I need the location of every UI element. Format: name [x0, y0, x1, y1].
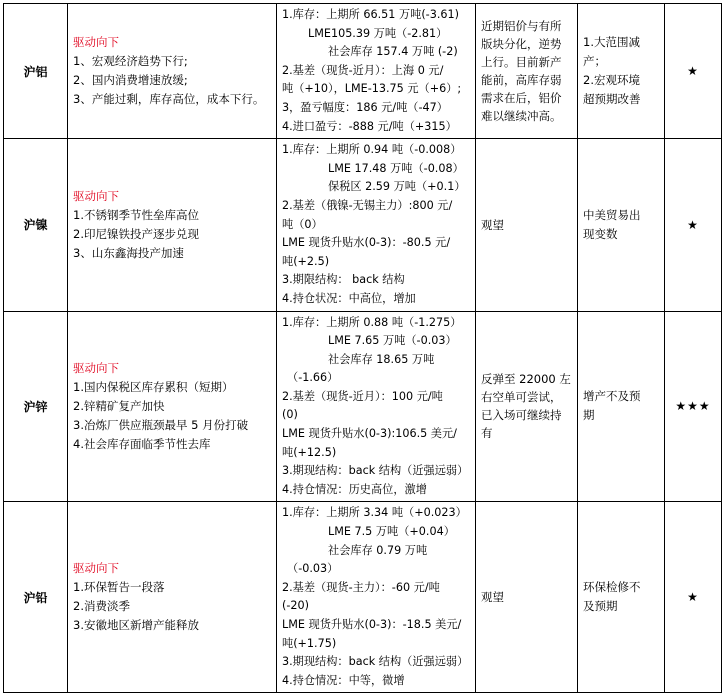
fundamental-line: LME 7.5 万吨（+0.04） — [328, 525, 455, 539]
rating-stars: ★ — [665, 4, 722, 139]
fundamental-line: 吨（+10），LME-13.75 元（+6）; — [282, 82, 462, 96]
fundamental-line: LME 现货升贴水(0-3):106.5 美元/ — [282, 427, 457, 441]
fundamental-line: 4.持仓情况：历史高位，激增 — [282, 482, 427, 496]
metal-name: 沪锌 — [4, 311, 68, 502]
view-cell — [476, 502, 578, 693]
fundamental-line: 1.库存：上期所 3.34 吨（+0.023） — [282, 506, 467, 520]
table-row — [4, 4, 722, 139]
view-line: 上行。目前新产 — [481, 55, 562, 70]
table-row — [4, 139, 722, 311]
driver-item: 2、国内消费增速放缓; — [73, 73, 188, 88]
risk-line: 2.宏观环境 — [583, 73, 640, 88]
driver-item: 2.锌精矿复产加快 — [73, 398, 165, 413]
fundamental-line: （-1.66） — [287, 371, 339, 385]
view-line: 能前，高库存弱 — [481, 73, 562, 88]
fundamental-line: 吨(+2.5) — [282, 254, 330, 268]
risk-line: 增产不及预 — [583, 389, 641, 404]
risk-cell — [578, 4, 665, 139]
fundamentals-cell — [277, 311, 476, 502]
metals-outlook-table — [3, 3, 722, 693]
fundamental-line: 3.期现结构：back 结构（近强远弱） — [282, 464, 469, 478]
fundamentals-cell — [277, 139, 476, 311]
fundamental-line: LME 现货升贴水(0-3)：-18.5 美元/ — [282, 618, 462, 631]
fundamental-line: 2.基差（现货-主力）：-60 元/吨 — [282, 580, 440, 594]
rating-stars: ★ — [665, 139, 722, 311]
fundamentals-cell — [277, 4, 476, 139]
metal-name: 沪铅 — [4, 502, 68, 693]
view-line: 近期铝价与有所 — [481, 19, 562, 34]
driver-item: 3.安徽地区新增产能释放 — [73, 618, 199, 633]
fundamental-line: 吨（0） — [282, 217, 323, 231]
risk-cell — [578, 139, 665, 311]
view-cell — [476, 139, 578, 311]
fundamental-line: LME 现货升贴水(0-3)：-80.5 元/ — [282, 236, 451, 250]
fundamental-line: 4.持仓情况：中等，微增 — [282, 673, 405, 687]
driver-item: 3、山东鑫海投产加速 — [73, 245, 184, 260]
drivers-cell — [68, 4, 277, 139]
fundamental-line: 4.进口盈亏：-888 元/吨（+315） — [282, 119, 457, 133]
fundamental-line: (-20) — [282, 599, 310, 613]
driver-item: 1.环保暂告一段落 — [73, 580, 165, 595]
fundamental-line: 3.期现结构：back 结构（近强远弱） — [282, 655, 469, 669]
fundamental-line: 4.持仓状况：中高位，增加 — [282, 291, 416, 305]
driver-item: 3、产能过剩，库存高位，成本下行。 — [73, 92, 265, 107]
fundamental-line: （-0.03） — [287, 562, 339, 576]
fundamental-line: LME 7.65 万吨（-0.03） — [328, 334, 457, 348]
fundamental-line: 社会库存 157.4 万吨 (-2) — [328, 45, 458, 59]
view-cell — [476, 311, 578, 502]
metal-name: 沪镍 — [4, 139, 68, 311]
risk-line: 现变数 — [583, 226, 618, 241]
rating-stars: ★ — [665, 502, 722, 693]
rating-stars: ★★★ — [665, 311, 722, 502]
driver-item: 1.不锈钢季节性垒库高位 — [73, 207, 199, 222]
fundamental-line: 社会库存 0.79 万吨 — [328, 543, 428, 557]
fundamental-line: LME105.39 万吨（-2.81） — [308, 26, 448, 40]
fundamental-line: LME 17.48 万吨（-0.08） — [328, 161, 464, 175]
drivers-cell — [68, 139, 277, 311]
risk-line: 超预期改善 — [583, 92, 641, 107]
fundamentals-cell — [277, 502, 476, 693]
driver-item: 2.消费淡季 — [73, 599, 130, 614]
risk-line: 产； — [583, 54, 606, 69]
fundamental-line: 1.库存：上期所 0.94 吨（-0.008） — [282, 143, 462, 157]
risk-line: 1.大范围减 — [583, 35, 640, 50]
fundamental-line: 保税区 2.59 万吨（+0.1） — [328, 180, 466, 194]
fundamental-line: 吨(+12.5) — [282, 445, 337, 459]
drivers-cell — [68, 502, 277, 693]
risk-line: 中美贸易出 — [583, 207, 641, 222]
fundamental-line: 2.基差（现货-近月）：100 元/吨 — [282, 389, 443, 403]
view-line: 已入场可继续持 — [481, 408, 562, 423]
table-row — [4, 502, 722, 693]
driver-heading: 驱动向下 — [73, 561, 119, 576]
view-cell — [476, 4, 578, 139]
driver-heading: 驱动向下 — [73, 360, 119, 375]
fundamental-line: 2.基差（俄镍-无锡主力）:800 元/ — [282, 198, 453, 212]
driver-heading: 驱动向下 — [73, 188, 119, 203]
view-line: 难以继续冲高。 — [481, 109, 562, 124]
fundamental-line: 1.库存：上期所 0.88 吨（-1.275） — [282, 315, 462, 329]
fundamental-line: (0) — [282, 408, 298, 422]
fundamental-line: 社会库存 18.65 万吨 — [328, 352, 435, 366]
view-line: 观望 — [481, 590, 504, 605]
risk-cell — [578, 502, 665, 693]
risk-line: 期 — [583, 408, 595, 423]
risk-cell — [578, 311, 665, 502]
driver-item: 1.国内保税区库存累积（短期） — [73, 379, 234, 394]
view-line: 有 — [481, 426, 493, 441]
driver-item: 3.冶炼厂供应瓶颈最早 5 月份打破 — [73, 417, 249, 432]
driver-item: 2.印尼镍铁投产逐步兑现 — [73, 226, 199, 241]
drivers-cell — [68, 311, 277, 502]
fundamental-line: 3.期限结构： back 结构 — [282, 273, 405, 287]
driver-item: 1、宏观经济趋势下行; — [73, 54, 188, 69]
metal-name: 沪铝 — [4, 4, 68, 139]
view-line: 右空单可尝试， — [481, 390, 562, 405]
view-line: 反弹至 22000 左 — [481, 372, 571, 387]
risk-line: 及预期 — [583, 599, 618, 614]
fundamental-line: 2.基差（现货-近月）：上海 0 元/ — [282, 63, 444, 77]
fundamental-line: 吨(+1.75) — [282, 636, 337, 650]
driver-heading: 驱动向下 — [73, 35, 119, 50]
fundamental-line: 3，盈亏幅度：186 元/吨（-47） — [282, 100, 448, 114]
fundamental-line: 1.库存：上期所 66.51 万吨(-3.61) — [282, 8, 459, 21]
view-line: 版块分化，逆势 — [481, 37, 562, 52]
risk-line: 环保检修不 — [583, 580, 641, 595]
driver-item: 4.社会库存面临季节性去库 — [73, 436, 211, 451]
view-line: 需求在后，铝价 — [481, 91, 562, 106]
table-row — [4, 311, 722, 502]
view-line: 观望 — [481, 217, 504, 232]
